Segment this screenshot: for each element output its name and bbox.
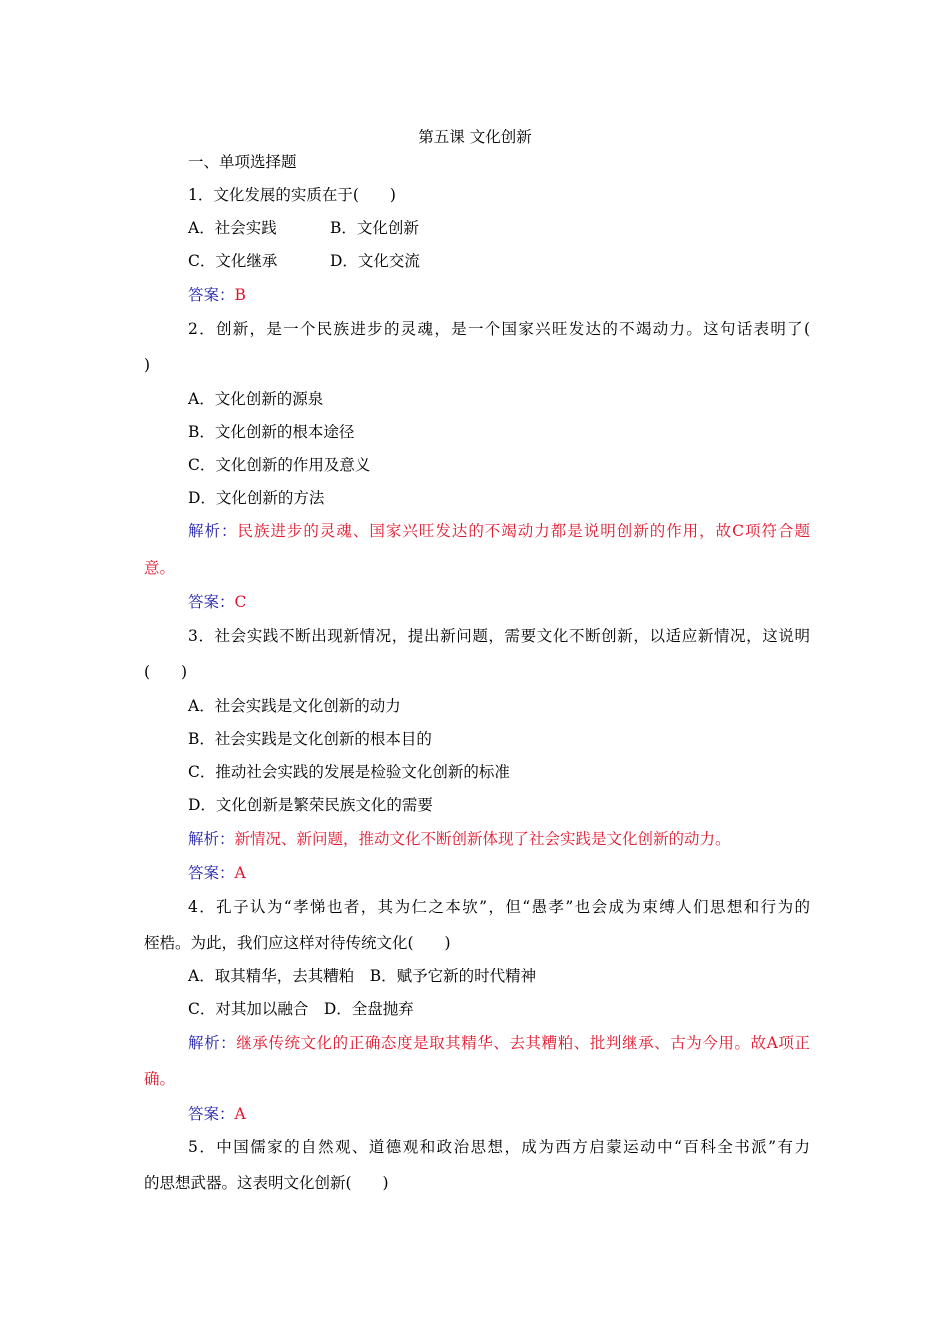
question-3-option-c: C．推动社会实践的发展是检验文化创新的标准 xyxy=(188,763,510,781)
question-3-answer xyxy=(188,862,810,884)
analysis-text: 新情况、新问题，推动文化不断创新体现了社会实践是文化创新的动力。 xyxy=(234,830,731,848)
analysis-text: 民族进步的灵魂、国家兴旺发达的不竭动力都是说明创新的作用，故C项符合题 xyxy=(237,522,810,540)
question-3-analysis xyxy=(188,828,810,850)
question-1-answer xyxy=(188,284,810,306)
question-2-analysis-line1 xyxy=(188,520,810,542)
question-2-option-c: C．文化创新的作用及意义 xyxy=(188,456,371,474)
option-b: B．文化创新 xyxy=(330,219,419,237)
question-2-option-d: D．文化创新的方法 xyxy=(188,489,325,507)
question-2-option-a: A．文化创新的源泉 xyxy=(188,390,324,408)
question-4-stem-line1: 4．孔子认为“孝悌也者，其为仁之本欤”，但“愚孝”也会成为束缚人们思想和行为的 xyxy=(188,898,810,916)
question-2-stem-line1: 2．创新，是一个民族进步的灵魂，是一个国家兴旺发达的不竭动力。这句话表明了( xyxy=(188,320,810,338)
question-4-stem-line2: 桎梏。为此，我们应这样对待传统文化( ) xyxy=(144,934,451,952)
question-5-stem-line1: 5．中国儒家的自然观、道德观和政治思想，成为西方启蒙运动中“百科全书派”有力 xyxy=(188,1138,810,1156)
option-d: D．文化交流 xyxy=(330,252,420,270)
question-4-options-row1: A．取其精华，去其糟粕 B．赋予它新的时代精神 xyxy=(188,967,537,985)
question-3-option-b: B．社会实践是文化创新的根本目的 xyxy=(188,730,432,748)
answer-value: A xyxy=(234,864,246,882)
option-a: A．社会实践 xyxy=(188,219,277,237)
question-2-option-b: B．文化创新的根本途径 xyxy=(188,423,355,441)
answer-value: A xyxy=(234,1105,246,1123)
answer-label: 答案： xyxy=(188,286,235,304)
question-3-option-a: A．社会实践是文化创新的动力 xyxy=(188,697,401,715)
analysis-label: 解析： xyxy=(188,1034,237,1052)
question-2-answer xyxy=(188,591,810,613)
question-1-options-row2 xyxy=(188,250,810,272)
option-c: C．文化继承 xyxy=(188,252,278,270)
answer-value: C xyxy=(234,593,247,611)
question-4-analysis-line1 xyxy=(188,1032,810,1054)
page-title: 第五课 文化创新 xyxy=(418,128,532,146)
analysis-label: 解析： xyxy=(188,522,238,540)
question-3-stem-line2: ( ) xyxy=(144,663,188,681)
question-4-answer xyxy=(188,1103,810,1125)
analysis-label: 解析： xyxy=(188,830,235,848)
answer-label: 答案： xyxy=(188,593,235,611)
answer-value: B xyxy=(234,286,246,304)
question-1-stem: 1．文化发展的实质在于( ) xyxy=(188,186,396,204)
question-4-analysis-line2: 确。 xyxy=(144,1070,176,1088)
answer-label: 答案： xyxy=(188,1105,235,1123)
analysis-text: 继承传统文化的正确态度是取其精华、去其糟粕、批判继承、古为今用。故A项正 xyxy=(236,1034,810,1052)
question-4-options-row2: C．对其加以融合 D．全盘抛弃 xyxy=(188,1000,414,1018)
question-5-stem-line2: 的思想武器。这表明文化创新( ) xyxy=(144,1174,389,1192)
question-1-options-row1 xyxy=(188,217,810,239)
section-heading: 一、单项选择题 xyxy=(188,153,297,171)
question-2-analysis-line2: 意。 xyxy=(144,559,176,577)
question-2-stem-line2: ) xyxy=(144,356,151,374)
question-3-stem-line1: 3．社会实践不断出现新情况，提出新问题，需要文化不断创新，以适应新情况，这说明 xyxy=(188,627,810,645)
question-3-option-d: D．文化创新是繁荣民族文化的需要 xyxy=(188,796,433,814)
answer-label: 答案： xyxy=(188,864,235,882)
